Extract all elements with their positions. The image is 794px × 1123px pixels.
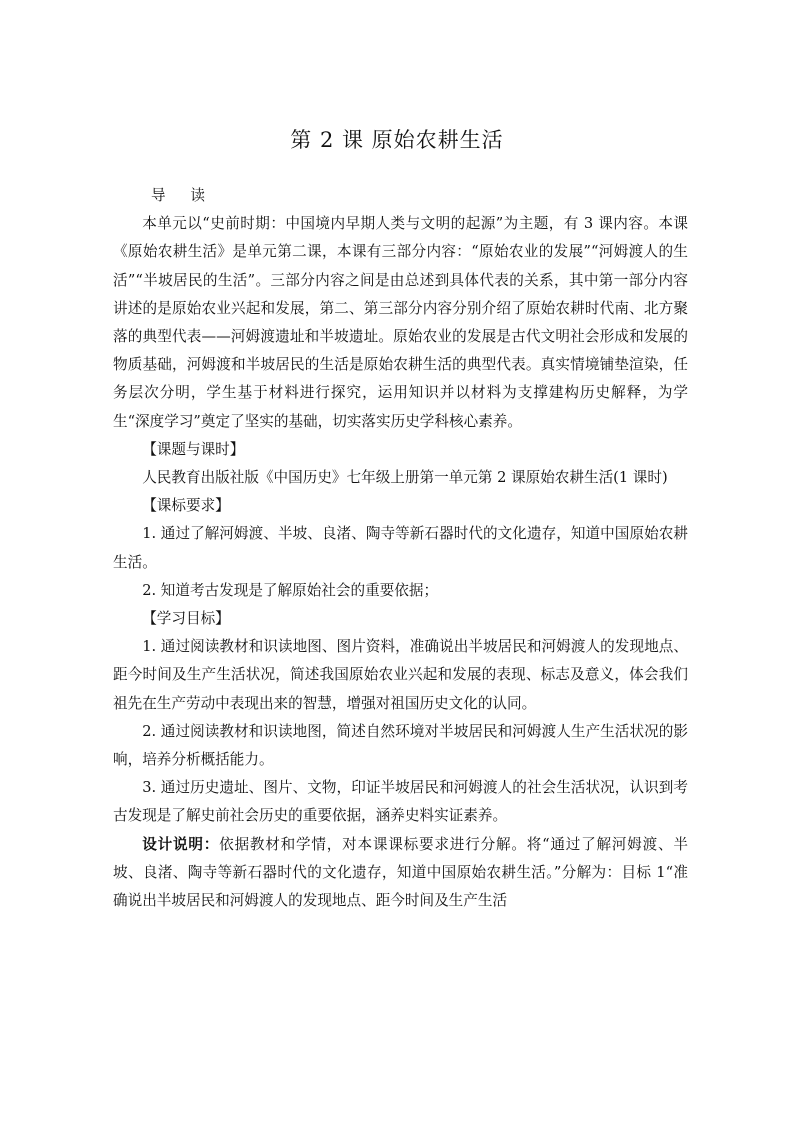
- daodu-heading: [113, 182, 688, 210]
- goal-item-1: 1. 通过阅读教材和识读地图、图片资料，准确说出半坡居民和河姆渡人的发现地点、距今时间及生产生活状况，简述我国原始农业兴起和发展的表现、标志及意义，体会我们祖先在生产劳动中表现出来的智慧，增强对祖国历史文化的认同。: [113, 638, 688, 712]
- design-label: 设计说明：: [142, 835, 220, 853]
- goal-item-2: 2. 通过阅读教材和识读地图，简述自然环境对半坡居民和河姆渡人生产生活状况的影响，培养分析概括能力。: [113, 722, 688, 769]
- daodu-char-2: 读: [190, 187, 207, 204]
- goal-item-3: 3. 通过历史遗址、图片、文物，印证半坡居民和河姆渡人的社会生活状况，认识到考古发现是了解史前社会历史的重要依据，涵养史料实证素养。: [113, 779, 688, 825]
- standard-item-1: 1. 通过了解河姆渡、半坡、良渚、陶寺等新石器时代的文化遗存，知道中国原始农耕生活。: [113, 525, 688, 571]
- daodu-char-1: 导: [150, 187, 168, 204]
- standard-heading: 【课标要求】: [142, 497, 230, 515]
- topic-text: 人民教育出版社版《中国历史》七年级上册第一单元第 2 课原始农耕生活(1 课时): [142, 469, 668, 487]
- topic-heading: 【课题与课时】: [142, 440, 245, 458]
- design-text: 依据教材和学情，对本课课标要求进行分解。将“通过了解河姆渡、半坡、良渚、陶寺等新石器时代的文化遗存，知道中国原始农耕生活。”分解为：目标 1“准确说出半坡居民和河姆渡人的发现地点、距今时间及生产生活: [113, 835, 688, 910]
- intro-paragraph: 本单元以“史前时期：中国境内早期人类与文明的起源”为主题，有 3 课内容。本课《原始农耕生活》是单元第二课，本课有三部分内容：“原始农业的发展”“河姆渡人的生活”“半坡居民的生活”。三部分内容之间是由总述到具体代表的关系，其中第一部分内容讲述的是原始农业兴起和发展，第二、第三部分内容分别介绍了原始农耕时代南、北方聚落的典型代表——河姆渡遗址和半坡遗址。原始农业的发展是古代文明社会形成和发展的物质基础，河姆渡和半坡居民的生活是原始农耕生活的典型代表。真实情境铺垫渲染，任务层次分明，学生基于材料进行探究，运用知识并以材料为支撑建构历史解释，为学生“深度学习”奠定了坚实的基础，切实落实历史学科核心素养。: [113, 215, 688, 430]
- design-note: [113, 831, 688, 916]
- document-body: [113, 182, 688, 915]
- goal-heading: 【学习目标】: [142, 610, 230, 628]
- lesson-title: 第 2 课 原始农耕生活: [290, 128, 504, 152]
- standard-item-2: 2. 知道考古发现是了解原始社会的重要依据；: [142, 581, 439, 599]
